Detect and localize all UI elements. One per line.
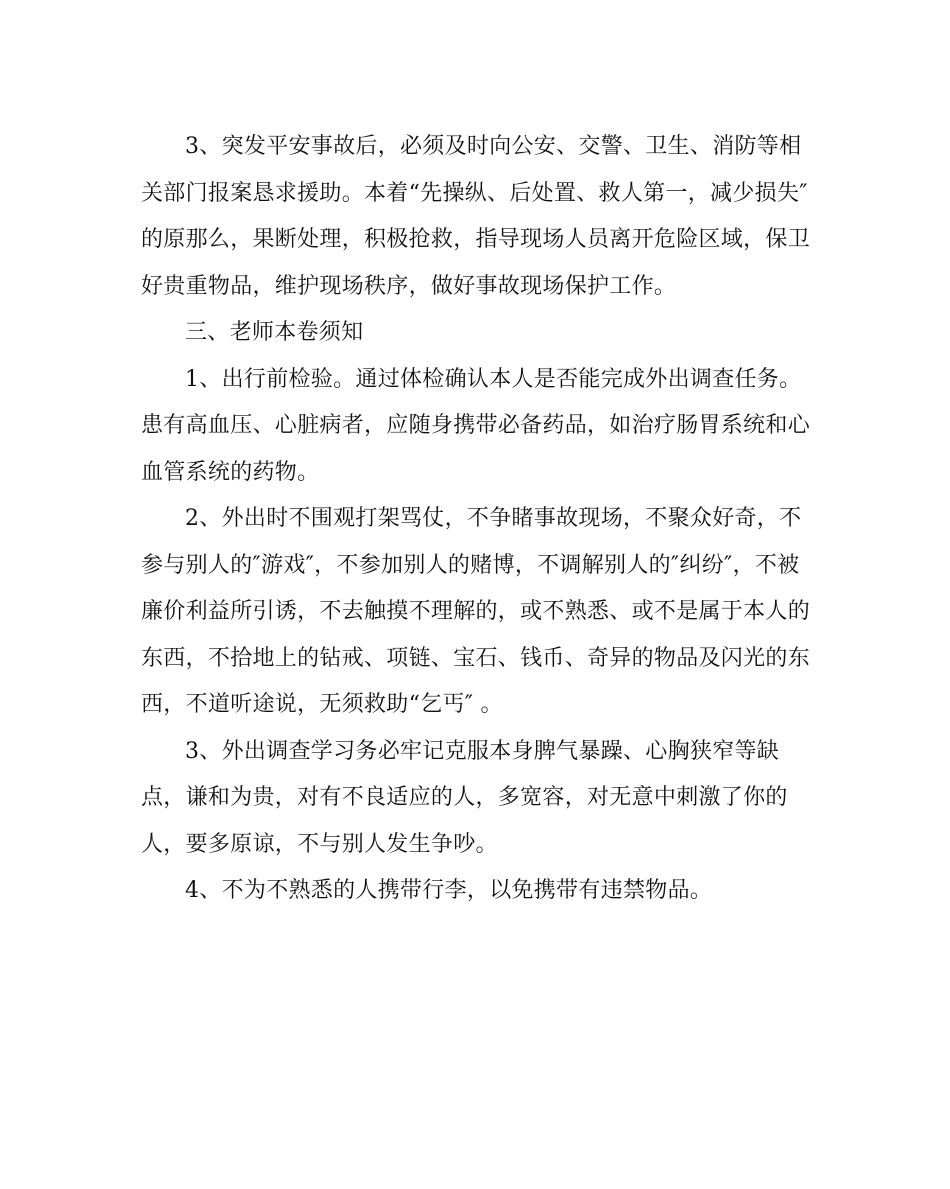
text-line: 好贵重物品，维护现场秩序，做好事故现场保护工作。 <box>141 273 677 299</box>
paragraph-temper <box>141 729 811 869</box>
heading-text: 三、老师本卷须知 <box>185 320 364 345</box>
text-line: 2、外出时不围观打架骂仗，不争睹事故现场，不聚众好奇，不 <box>185 506 802 531</box>
text-line: 3、外出调查学习务必牢记克服本身脾气暴躁、心胸狭窄等缺 <box>185 738 780 764</box>
text-line: 的原那么，果断处理，积极抢救，指导现场人员离开危险区域，保卫 <box>141 227 811 252</box>
paragraph-emergency-report <box>141 124 811 310</box>
text-line: 1、出行前检验。通过体检确认本人是否能完成外出调查任务。 <box>185 366 802 392</box>
text-line: 廉价利益所引诱，不去触摸不理解的，或不熟悉、或不是属于本人的 <box>141 599 811 624</box>
text-line: 西，不道听途说，无须救助“乞丐″ 。 <box>141 692 503 717</box>
text-line: 人，要多原谅，不与别人发生争吵。 <box>141 831 498 857</box>
paragraph-luggage <box>141 868 811 915</box>
text-line: 参与别人的″游戏″，不参加别人的赌博，不调解别人的″纠纷″，不被 <box>141 552 800 578</box>
paragraph-pre-trip-check <box>141 357 811 497</box>
text-line: 东西，不拾地上的钻戒、项链、宝石、钱币、奇异的物品及闪光的东 <box>141 645 811 671</box>
section-heading <box>141 310 811 357</box>
text-line: 关部门报案恳求援助。本着“先操纵、后处置、救人第一，减少损失″ <box>141 180 808 206</box>
text-line: 血管系统的药物。 <box>141 459 320 485</box>
paragraph-avoid-trouble <box>141 496 811 729</box>
text-line: 3、突发平安事故后，必须及时向公安、交警、卫生、消防等相 <box>185 134 802 159</box>
document-body <box>141 124 811 915</box>
text-line: 点，谦和为贵，对有不良适应的人，多宽容，对无意中刺激了你的 <box>141 785 788 810</box>
text-line: 患有高血压、心脏病者，应随身携带必备药品，如治疗肠胃系统和心 <box>141 413 811 438</box>
text-line: 4、不为不熟悉的人携带行李，以免携带有违禁物品。 <box>185 878 713 903</box>
